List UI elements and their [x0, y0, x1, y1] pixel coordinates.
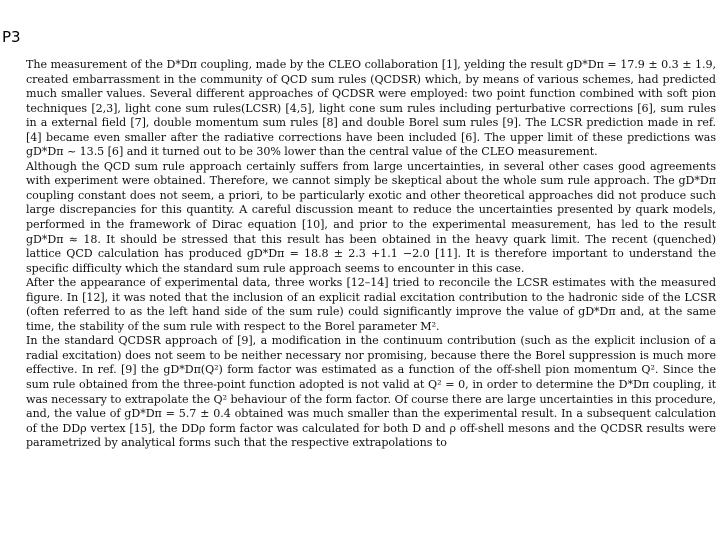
paragraph-2: Although the QCD sum rule approach certainly suffers from large uncertainties, in several other cases good agreements with experiment were obtained. Therefore, we cannot simply be skeptical about the whole sum rule approach. The gD*Dπ coupling constant does not seem, a priori, to be particularly exotic and other theoretical approaches did not produce such large discrepancies for this quantity. A careful discussion meant to reduce the uncertainties presented by quark models, performed in the framework of Dirac equation [10], and prior to the experimental measurement, has led to the result gD*Dπ ≈ 18. It should be stressed that this result has been obtained in the heavy quark limit. The recent (quenched) lattice QCD calculation has produced gD*Dπ = 18.8 ± 2.3 +1.1 −2.0 [11]. It is therefore important to understand the specific difficulty which the standard sum rule approach seems to encounter in this case. [26, 159, 716, 275]
paragraph-1: The measurement of the D*Dπ coupling, made by the CLEO collaboration [1], yelding the result gD*Dπ = 17.9 ± 0.3 ± 1.9, created embarrassment in the community of QCD sum rules (QCDSR) which, by means of various schemes, had predicted much smaller values. Several different approaches of QCDSR were employed: two point function combined with soft pion techniques [2,3], light cone sum rules(LCSR) [4,5], light cone sum rules including perturbative corrections [6], sum rules in a external field [7], double momentum sum rules [8] and double Borel sum rules [9]. The LCSR prediction made in ref. [4] became even smaller after the radiative corrections have been included [6]. The upper limit of these predictions was gD*Dπ ~ 13.5 [6] and it turned out to be 30% lower than the central value of the CLEO measurement. [26, 58, 716, 159]
slide-number-label: P3 [2, 28, 21, 46]
paragraph-4: In the standard QCDSR approach of [9], a modification in the continuum contribution (such as the explicit inclusion of a radial excitation) does not seem to be neither necessary nor promising, because there the Borel suppression is much more effective. In ref. [9] the gD*Dπ(Q²) form factor was estimated as a function of the off-shell pion momentum Q². Since the sum rule obtained from the three-point function adopted is not valid at Q² = 0, in order to determine the D*Dπ coupling, it was necessary to extrapolate the Q² behaviour of the form factor. Of course there are large uncertainties in this procedure, and, the value of gD*Dπ = 5.7 ± 0.4 obtained was much smaller than the experimental result. In a subsequent calculation of the DDρ vertex [15], the DDρ form factor was calculated for both D and ρ off-shell mesons and the QCDSR results were parametrized by analytical forms such that the respective extrapolations to [26, 334, 716, 450]
paragraph-3: After the appearance of experimental data, three works [12–14] tried to reconcile the LCSR estimates with the measured figure. In [12], it was noted that the inclusion of an explicit radial excitation contribution to the hadronic side of the LCSR (often referred to as the left hand side of the sum rule) could significantly improve the value of gD*Dπ and, at the same time, the stability of the sum rule with respect to the Borel parameter M². [26, 276, 716, 333]
paper-body-text [26, 58, 716, 451]
